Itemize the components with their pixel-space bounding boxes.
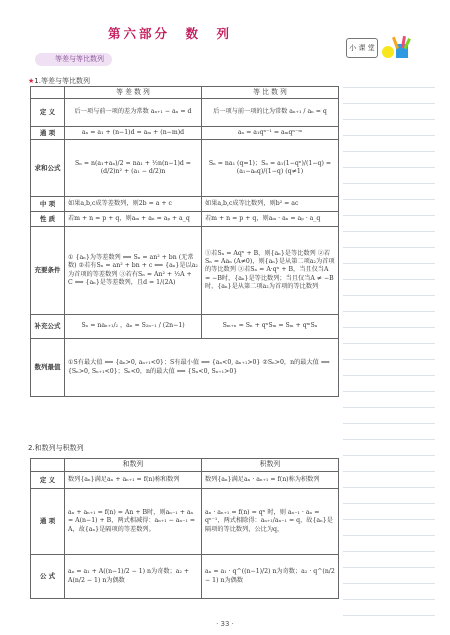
cell: 数列{aₙ}满足aₙ · aₙ₊₁ = f(n)称为积数列	[202, 472, 339, 489]
cell: 如果a,b,c成等比数列，则b² = ac	[202, 197, 339, 212]
cell: Sₙ = n(a₁+aₙ)/2 = na₁ + ½n(n−1)d = (d/2)n² + (a₁ − d/2)n	[65, 140, 202, 197]
arith-geo-table	[30, 86, 339, 397]
cell: aₙ = a₁ + A((n−1)/2 − 1) n为奇数；a₂ + A(n/2 − 1) n为偶数	[65, 555, 202, 599]
table-row	[31, 339, 339, 397]
cell: ①S有最大值 ⟺ {aₙ>0, aₙ₊₁<0}；S有最小值 ⟺ {aₙ<0, aₙ₊₁>0} ②Sₙ>0，n的最大值 ⟺ {Sₙ>0, Sₙ₊₁<0}；Sₙ<0，n的最大值 ⟺ {Sₙ<0, Sₙ₊₁>0}	[65, 339, 339, 397]
cell: Sₙ = na₁ (q=1)；Sₙ = a₁(1−qⁿ)/(1−q) = (a₁−aₙq)/(1−q) (q≠1)	[202, 140, 339, 197]
cell: aₙ = a₁ · q^((n−1)/2) n为奇数；a₂ · q^(n/2 − 1) n为偶数	[202, 555, 339, 599]
row-label: 数列最值	[31, 339, 65, 397]
brand-badge: 小 课 堂	[346, 38, 378, 58]
table-row	[31, 212, 339, 227]
t2-header: 积数列	[202, 459, 339, 472]
table-row	[31, 99, 339, 127]
cell: 如果a,b,c成等差数列，则2b = a + c	[65, 197, 202, 212]
subsection-1-label: 1.等差与等比数列	[34, 77, 90, 85]
row-label: 充要条件	[31, 227, 65, 315]
subsection-1	[28, 76, 90, 86]
table-row	[31, 127, 339, 140]
t1-header: 等 差 数 列	[65, 87, 202, 99]
row-label: 公 式	[31, 555, 65, 599]
cell: 后一项与前一项的比为常数 aₙ₊₁ / aₙ = q	[202, 99, 339, 127]
subsection-2: 2.和数列与积数列	[28, 444, 84, 452]
section-tag: 等差与等比数列	[35, 53, 112, 66]
page-title: 第六部分 数 列	[107, 26, 232, 41]
table-row	[31, 315, 339, 339]
cell: ①若Sₙ = Aqⁿ + B，则{aₙ}是等比数列 ②若Sₙ = Aaₙ (A≠0)，则{aₙ}是从第二项a₂为首项的等比数列 ③若Sₙ = A·qⁿ + B，当且仅当A = −B时，{aₙ}是等比数列；当且仅当A ≠ −B时，{aₙ}是从第二项a₂为首项的等比数列	[202, 227, 339, 315]
table-row	[31, 197, 339, 212]
row-label: 中 项	[31, 197, 65, 212]
table-row	[31, 555, 339, 599]
cell: ① {aₙ}为等差数列 ⟺ Sₙ = an² + bn (无常数) ②若有Sₙ = an² + bn + c ⟺ {aₙ}是以a₂为首项的等差数列 ③若有Sₙ = An² + ½A + C ⟺ {aₙ}是等差数列，且d = 1/(2A)	[65, 227, 202, 315]
t1-corner	[31, 87, 65, 99]
page-number: · 33 ·	[216, 620, 234, 628]
cell: 数列{aₙ}满足aₙ + aₙ₊₁ = f(n)称和数列	[65, 472, 202, 489]
table-row	[31, 472, 339, 489]
table-row	[31, 489, 339, 555]
cell: 后一项与前一项的差为常数 aₙ₊₁ − aₙ = d	[65, 99, 202, 127]
t2-corner	[31, 459, 65, 472]
cell: aₙ = a₁ + (n−1)d = aₘ + (n−m)d	[65, 127, 202, 140]
row-label: 求和公式	[31, 140, 65, 197]
sum-product-table	[30, 458, 339, 599]
row-label: 通 项	[31, 127, 65, 140]
t2-header: 和数列	[65, 459, 202, 472]
cell: aₙ = a₁qⁿ⁻¹ = aₘqⁿ⁻ᵐ	[202, 127, 339, 140]
pencil-cup-icon	[380, 34, 414, 60]
row-label: 通 项	[31, 489, 65, 555]
row-label: 定 义	[31, 99, 65, 127]
cell: 若m + n = p + q，则aₘ · aₙ = aₚ · a_q	[202, 212, 339, 227]
table-row	[31, 227, 339, 315]
star-icon: ★	[28, 77, 35, 85]
cell: aₙ + aₙ₊₁ = f(n) = An + B时，则aₙ₋₁ + aₙ = A(n−1) + B，两式相减得：aₙ₊₁ − aₙ₋₁ = A，故{aₙ}是隔项的等差数列。	[65, 489, 202, 555]
t1-header: 等 比 数 列	[202, 87, 339, 99]
row-label: 定 义	[31, 472, 65, 489]
cell: aₙ · aₙ₊₁ = f(n) = qⁿ 时，则 aₙ₋₁ · aₙ = qⁿ⁻¹，两式相除得：aₙ₊₁/aₙ₋₁ = q，故{aₙ}是隔项的等比数列，公比为q，	[202, 489, 339, 555]
table-row	[31, 140, 339, 197]
cell: Sₘ₊ₙ = Sₙ + qⁿSₘ = Sₘ + qᵐSₙ	[202, 315, 339, 339]
row-label: 补充公式	[31, 315, 65, 339]
note-lines	[343, 72, 435, 617]
row-label: 性 质	[31, 212, 65, 227]
cell: 若m + n = p + q，则aₘ + aₙ = aₚ + a_q	[65, 212, 202, 227]
cell: Sₙ = naₙ₊₁/₂ ，aₙ = S₂ₙ₋₁ / (2n−1)	[65, 315, 202, 339]
